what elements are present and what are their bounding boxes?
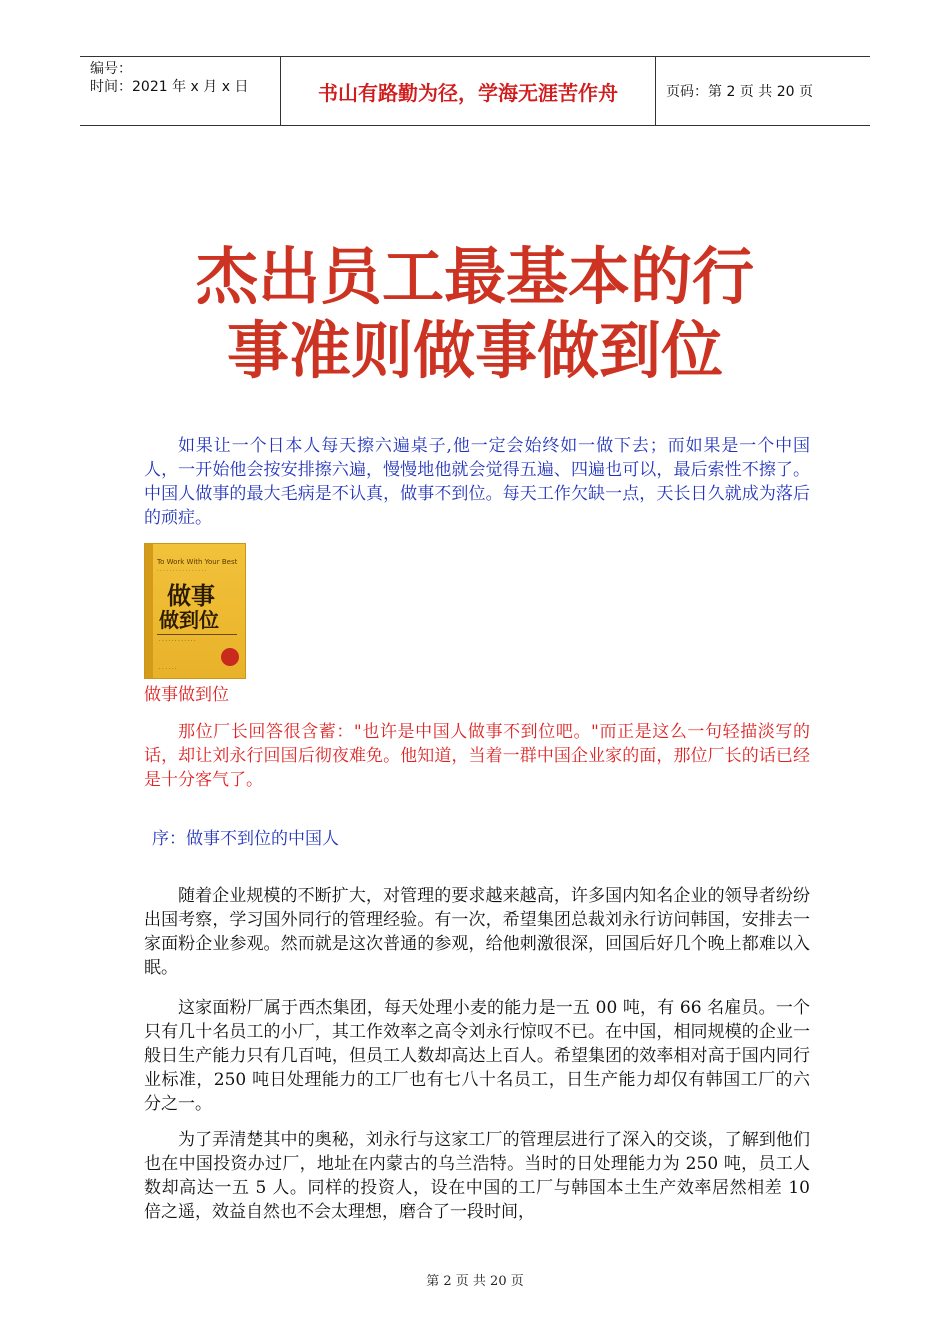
- book-cover-title-2: 做到位: [159, 608, 219, 632]
- document-time-label: 时间：2021 年 x 月 x 日: [90, 79, 249, 95]
- document-title: [120, 240, 830, 388]
- section-heading: 序：做事不到位的中国人: [152, 829, 339, 849]
- title-line-1: 杰出员工最基本的行: [195, 240, 754, 313]
- book-divider: [157, 634, 237, 635]
- book-badge-icon: [221, 648, 239, 666]
- book-subtitle-decoration: · · · · · · · · · · · · · · · ·: [157, 568, 207, 574]
- book-tagline-decoration: · · · · · · · · · · · ·: [159, 638, 196, 644]
- body-paragraph-3: 为了弄清楚其中的奥秘，刘永行与这家工厂的管理层进行了深入的交谈，了解到他们也在中国投资办过厂，地址在内蒙古的乌兰浩特。当时的日处理能力为 250 吨，员工人数却高达一五 5 人。同样的投资人，设在中国的工厂与韩国本土生产效率居然相差 10 倍之遥，效益自然也不会太理想，磨合了一段时间，: [144, 1130, 810, 1222]
- header-motto: 书山有路勤为径，学海无涯苦作舟: [280, 57, 656, 125]
- book-spine: [145, 544, 153, 678]
- header-meta: [80, 57, 280, 125]
- body-paragraph-2: 这家面粉厂属于西杰集团，每天处理小麦的能力是一五 00 吨，有 66 名雇员。一个只有几十名员工的小厂，其工作效率之高令刘永行惊叹不已。在中国，相同规模的企业一般日生产能力只有几百吨，但员工人数却高达上百人。希望集团的效率相对高于国内同行业标准，250 吨日处理能力的工厂也有七八十名员工，日生产能力却仅有韩国工厂的六分之一。: [144, 998, 810, 1114]
- book-english-title: To Work With Your Best: [157, 558, 238, 566]
- intro-paragraph: 如果让一个日本人每天擦六遍桌子,他一定会始终如一做下去；而如果是一个中国人，一开始他会按安排擦六遍，慢慢地他就会觉得五遍、四遍也可以，最后索性不擦了。中国人做事的最大毛病是不认真，做事不到位。每天工作欠缺一点，天长日久就成为落后的顽症。: [144, 436, 810, 528]
- page-header: [80, 56, 870, 126]
- book-cover-image: [144, 543, 246, 679]
- book-caption: 做事做到位: [144, 685, 229, 705]
- title-line-2: 事准则做事做到位: [226, 314, 723, 387]
- body-paragraph-1: 随着企业规模的不断扩大，对管理的要求越来越高，许多国内知名企业的领导者纷纷出国考察，学习国外同行的管理经验。有一次，希望集团总裁刘永行访问韩国，安排去一家面粉企业参观。然而就是这次普通的参观，给他刺激很深，回国后好几个晚上都难以入眠。: [144, 886, 810, 978]
- document-number-label: 编号：: [90, 61, 132, 77]
- header-page-label: 页码：第 2 页 共 20 页: [666, 84, 813, 100]
- book-publisher-decoration: · · · · · ·: [159, 666, 177, 672]
- page-footer: 第 2 页 共 20 页: [426, 1274, 524, 1289]
- book-cover-title-1: 做事: [167, 582, 215, 610]
- quote-paragraph: 那位厂长回答很含蓄："也许是中国人做事不到位吧。"而正是这么一句轻描淡写的话，却让刘永行回国后彻夜难免。他知道，当着一群中国企业家的面，那位厂长的话已经是十分客气了。: [144, 722, 810, 790]
